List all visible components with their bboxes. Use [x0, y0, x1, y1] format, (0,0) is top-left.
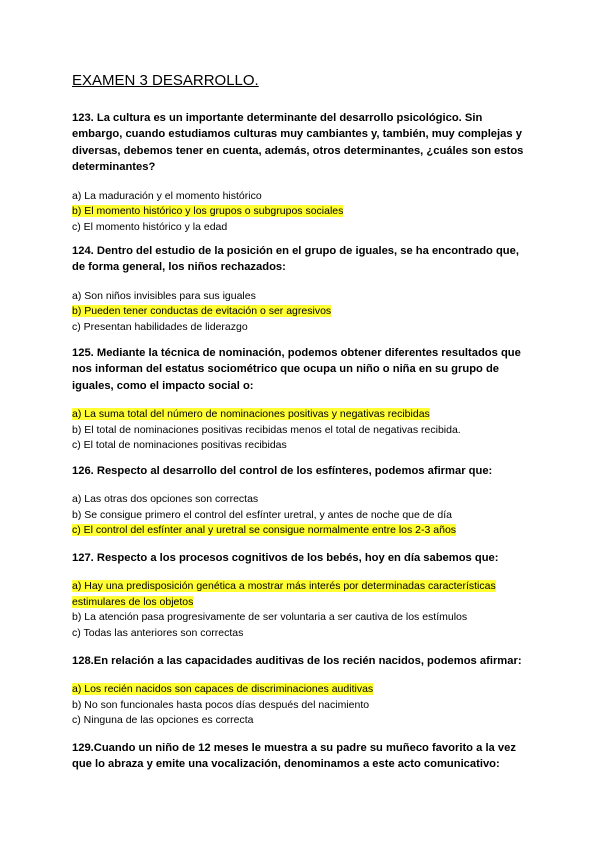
- option-b: b) No son funcionales hasta pocos días después del nacimiento: [72, 698, 370, 711]
- option-b: b) El total de nominaciones positivas recibidas menos el total de negativas recibida.: [72, 423, 461, 436]
- option-b-highlighted: b) El momento histórico y los grupos o subgrupos sociales: [72, 205, 344, 218]
- option-a-highlighted: a) Los recién nacidos son capaces de discriminaciones auditivas: [72, 683, 374, 696]
- question-block: [72, 110, 532, 235]
- question-text: 126. Respecto al desarrollo del control de los esfínteres, podemos afirmar que:: [72, 465, 493, 477]
- option-b: b) La atención pasa progresivamente de ser voluntaria a ser cautiva de los estímulos: [72, 611, 468, 624]
- question-block: [72, 243, 532, 335]
- option-a: a) La maduración y el momento histórico: [72, 189, 262, 202]
- page-title: EXAMEN 3 DESARROLLO.: [72, 72, 259, 89]
- question-text: 127. Respecto a los procesos cognitivos de los bebés, hoy en día sabemos que:: [72, 552, 499, 564]
- options-list: [72, 189, 532, 236]
- option-c: c) Todas las anteriores son correctas: [72, 626, 244, 639]
- option-c: c) El total de nominaciones positivas recibidas: [72, 439, 287, 452]
- option-b-highlighted: b) Pueden tener conductas de evitación o ser agresivos: [72, 305, 332, 318]
- question-block: [72, 463, 532, 539]
- question-block: [72, 345, 532, 454]
- question-block: [72, 550, 532, 641]
- question-block: [72, 653, 532, 729]
- question-text: 123. La cultura es un importante determinante del desarrollo psicológico. Sin embargo, cuando estudiamos culturas muy cambiantes y, también, muy complejas y diversas, debemos tener en cuenta, además, otros determinantes, ¿cuáles son estos determinantes?: [72, 112, 524, 174]
- option-a: a) Las otras dos opciones son correctas: [72, 493, 259, 506]
- options-list: [72, 682, 532, 729]
- option-c: c) El momento histórico y la edad: [72, 220, 228, 233]
- question-text: 125. Mediante la técnica de nominación, podemos obtener diferentes resultados que nos informan del estatus sociométrico que ocupa un niño o niña en su grupo de iguales, como el impacto social o:: [72, 347, 521, 392]
- options-list: [72, 492, 532, 539]
- option-a: a) Son niños invisibles para sus iguales: [72, 289, 256, 302]
- question-text: 128.En relación a las capacidades auditivas de los recién nacidos, podemos afirmar:: [72, 655, 522, 667]
- question-block: [72, 740, 532, 773]
- options-list: [72, 579, 532, 641]
- option-a-highlighted: a) La suma total del número de nominaciones positivas y negativas recibidas: [72, 408, 430, 421]
- option-c-highlighted: c) El control del esfínter anal y uretral se consigue normalmente entre los 2-3 años: [72, 524, 457, 537]
- question-text: 124. Dentro del estudio de la posición en el grupo de iguales, se ha encontrado que, de forma general, los niños rechazados:: [72, 245, 519, 274]
- option-c: c) Presentan habilidades de liderazgo: [72, 320, 248, 333]
- option-a-highlighted: a) Hay una predisposición genética a mostrar más interés por determinadas características estimulares de los objetos: [72, 580, 496, 608]
- option-c: c) Ninguna de las opciones es correcta: [72, 714, 254, 727]
- options-list: [72, 407, 532, 454]
- options-list: [72, 289, 532, 336]
- question-text: 129.Cuando un niño de 12 meses le muestra a su padre su muñeco favorito a la vez que lo abraza y emite una vocalización, denominamos a este acto comunicativo:: [72, 742, 516, 771]
- option-b: b) Se consigue primero el control del esfínter uretral, y antes de noche que de día: [72, 508, 452, 521]
